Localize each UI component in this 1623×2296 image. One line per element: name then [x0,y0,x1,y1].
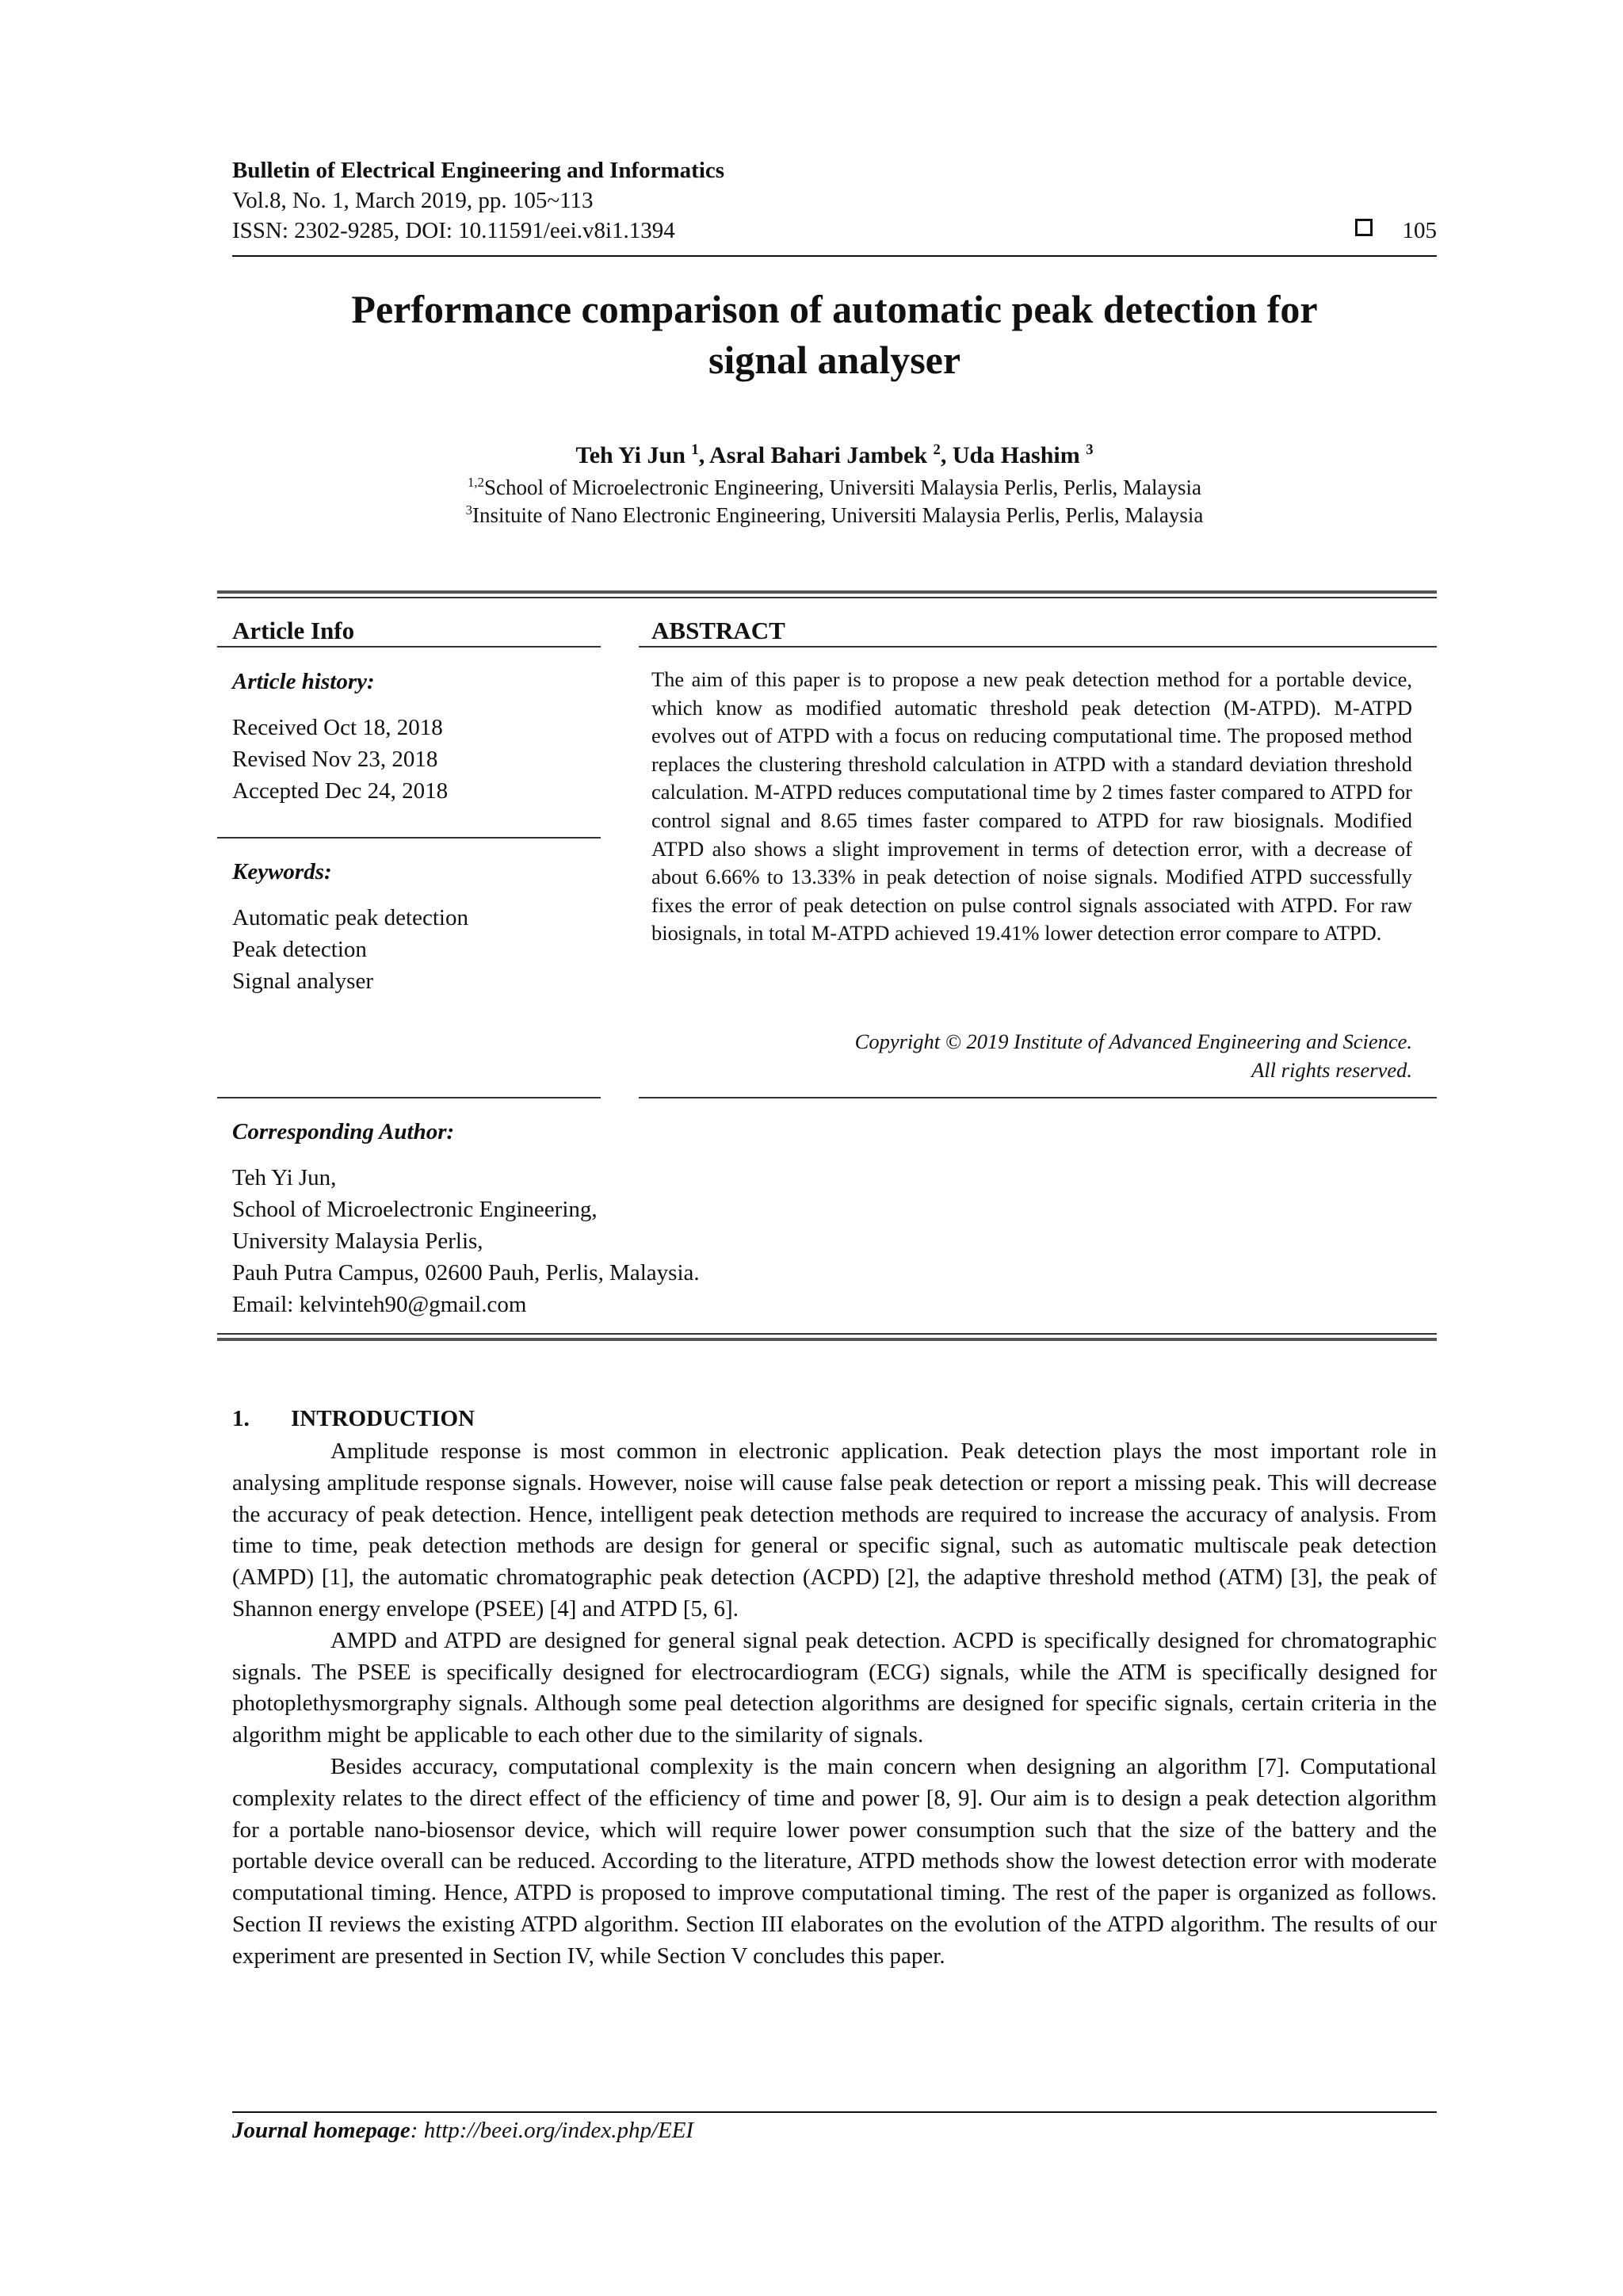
author-3: , Uda Hashim [940,442,1080,468]
corresponding-email: Email: kelvinteh90@gmail.com [232,1292,527,1317]
page-number: 105 [1402,218,1437,243]
issn-line: ISSN: 2302-9285, DOI: 10.11591/eei.v8i1.1394 [232,218,675,243]
info-box-top-rule-thin [217,597,1437,598]
section-number: 1. [232,1406,250,1431]
section-heading [232,1406,475,1432]
article-dates [232,712,448,807]
info-box-top-rule [217,590,1437,594]
keyword-item: Peak detection [232,937,367,962]
keywords-list [232,902,468,997]
article-info-rule [217,646,601,648]
article-history-label: Article history: [232,669,375,694]
homepage-label: Journal homepage [232,2118,411,2143]
keywords-label: Keywords: [232,859,332,884]
affiliation-1-sup: 1,2 [468,475,484,490]
intro-paragraph-2: AMPD and ATPD are designed for general signal peak detection. ACPD is specifically designed for chromatographic signals. The PSEE is specifically designed for electrocardiogram (ECG) signals, while the ATM is specifically designed for photoplethysmorgraphy signals. Although some peal detection algorithms are designed for specific signals, certain criteria in the algorithm might be applicable to each other due to the similarity of signals. [232,1627,1437,1748]
affiliation-2-sup: 3 [465,502,473,518]
info-box-bottom-rule-thin [217,1333,1437,1335]
abstract-bottom-rule [639,1097,1437,1098]
accepted-date: Accepted Dec 24, 2018 [232,778,449,804]
corresponding-author-block [232,1162,700,1320]
title-line-2: signal analyser [708,338,961,382]
article-info-bottom-rule [217,1097,601,1098]
abstract-heading: ABSTRACT [651,617,785,644]
keyword-item: Signal analyser [232,968,373,994]
affiliation-2 [232,502,1437,529]
title-line-1: Performance comparison of automatic peak detection for [351,287,1318,331]
author-2-sup: 2 [933,441,941,458]
author-1-sup: 1 [691,441,699,458]
square-box-icon [1355,219,1373,236]
author-3-sup: 3 [1086,441,1094,458]
info-box-bottom-rule [217,1338,1437,1341]
volume-line: Vol.8, No. 1, March 2019, pp. 105~113 [232,188,594,213]
footer-rule [232,2111,1437,2113]
introduction-body [232,1436,1437,1973]
copyright-line-1: Copyright © 2019 Institute of Advanced Engineering and Science. [854,1030,1412,1053]
intro-paragraph-3: Besides accuracy, computational complexity is the main concern when designing an algorithm [7]. Computational complexity relates to the direct effect of the efficiency of time and power [8, 9]. Our aim is to design a peak detection algorithm for a portable nano-biosensor device, which will require lower power consumption such that the size of the battery and the portable device overall can be reduced. According to the literature, ATPD methods show the lowest detection error with moderate computational timing. Hence, ATPD is proposed to improve computational timing. The rest of the paper is organized as follows. Section II reviews the existing ATPD algorithm. Section III elaborates on the evolution of the ATPD algorithm. The results of our experiment are presented in Section IV, while Section V concludes this paper. [232,1753,1437,1969]
copyright-notice [651,1027,1412,1084]
corresponding-address: Pauh Putra Campus, 02600 Pauh, Perlis, Malaysia. [232,1260,700,1286]
corresponding-school: School of Microelectronic Engineering, [232,1197,598,1222]
affiliation-1 [232,474,1437,501]
author-list [232,440,1437,472]
intro-paragraph-1: Amplitude response is most common in electronic application. Peak detection plays the most important role in analysing amplitude response signals. However, noise will cause false peak detection or report a missing peak. This will decrease the accuracy of peak detection. Hence, intelligent peak detection methods are required to increase the accuracy of analysis. From time to time, peak detection methods are design for general or specific signal, such as automatic multiscale peak detection (AMPD) [1], the automatic chromatographic peak detection (ACPD) [2], the adaptive threshold method (ATM) [3], the peak of Shannon energy envelope (PSEE) [4] and ATPD [5, 6]. [232,1438,1437,1622]
received-date: Received Oct 18, 2018 [232,715,443,740]
journal-header [232,155,1437,246]
corresponding-university: University Malaysia Perlis, [232,1228,483,1254]
journal-name: Bulletin of Electrical Engineering and Informatics [232,158,725,183]
keyword-item: Automatic peak detection [232,905,468,930]
header-rule [232,255,1437,257]
affiliation-2-text: Insituite of Nano Electronic Engineering, Universiti Malaysia Perlis, Perlis, Malaysia [472,503,1204,527]
abstract-body: The aim of this paper is to propose a new peak detection method for a portable device, which know as modified automatic threshold peak detection (M-ATPD). M-ATPD evolves out of ATPD with a focus on reducing computational time. The proposed method replaces the clustering threshold calculation in ATPD with a standard deviation threshold calculation. M-ATPD reduces computational time by 2 times faster compared to ATPD for control signal and 8.65 times faster compared to ATPD for raw biosignals. Modified ATPD also shows a slight improvement in terms of detection error, with a decrease of about 6.66% to 13.33% in peak detection of noise signals. Modified ATPD successfully fixes the error of peak detection on pulse control signals associated with ATPD. For raw biosignals, in total M-ATPD achieved 19.41% lower detection error compare to ATPD. [651,667,1412,946]
corresponding-author-label: Corresponding Author: [232,1119,455,1144]
revised-date: Revised Nov 23, 2018 [232,747,438,772]
author-2: , Asral Bahari Jambek [698,442,928,468]
paper-title [232,284,1437,385]
affiliation-1-text: School of Microelectronic Engineering, Universiti Malaysia Perlis, Perlis, Malaysia [483,476,1201,499]
copyright-line-2: All rights reserved. [1251,1058,1412,1082]
author-1: Teh Yi Jun [575,442,685,468]
article-info-heading: Article Info [232,617,355,644]
keywords-rule [217,837,601,839]
section-title: INTRODUCTION [291,1406,475,1431]
abstract-rule [639,646,1437,648]
journal-homepage [232,2118,693,2144]
corresponding-name: Teh Yi Jun, [232,1165,337,1190]
homepage-url[interactable]: : http://beei.org/index.php/EEI [410,2118,694,2143]
